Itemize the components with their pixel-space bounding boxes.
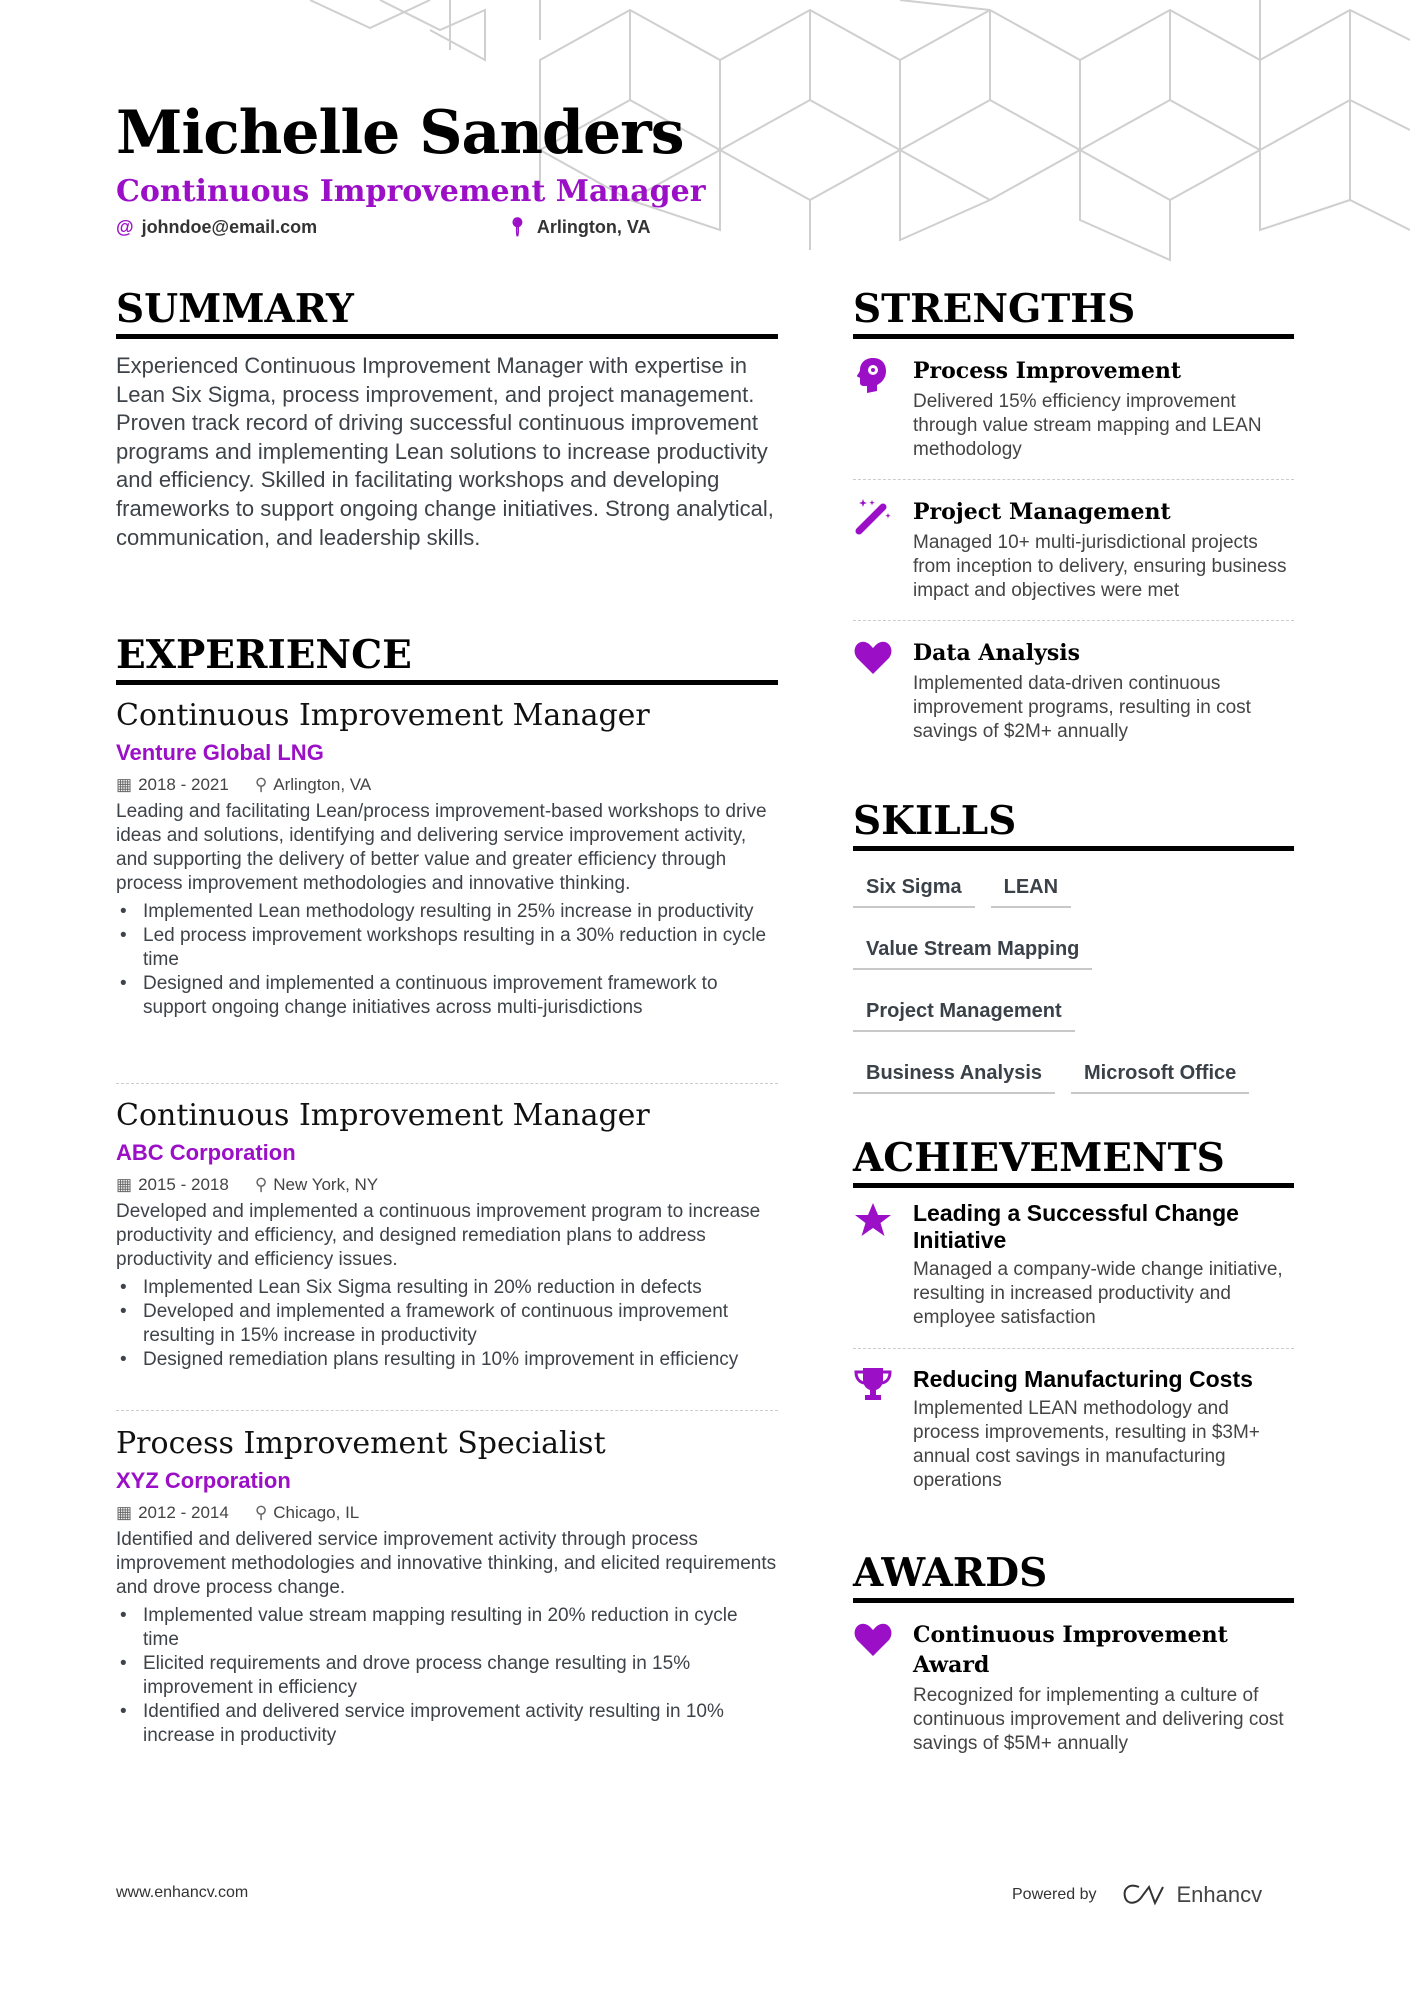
location-pin-icon: 📍︎ [506,217,529,237]
enhancv-logo-icon [1121,1883,1167,1907]
divider [853,479,1294,480]
powered-by [1012,1882,1262,1908]
strength-item [853,356,1294,462]
job-entry [116,696,778,1020]
location-pin-icon: ⚲ [254,775,268,794]
job-location: New York, NY [273,1175,379,1194]
skill-tag: Value Stream Mapping [853,937,1092,970]
awards-heading: AWARDS [853,1550,1294,1603]
strength-title: Process Improvement [913,358,1182,384]
skill-tag: LEAN [991,875,1071,908]
job-description: Identified and delivered service improvement activity through process improvement methodologies and innovative thinking, and elicited requirements and drove process change. [116,1529,777,1598]
job-title: Continuous Improvement Manager [116,1098,650,1133]
heart-icon [853,1620,893,1660]
candidate-name: Michelle Sanders [116,98,684,168]
job-description: Leading and facilitating Lean/process improvement-based workshops to drive ideas and solutions, identifying and delivering service improvement activity, and supporting the delivery of better value and greater efficiency through process improvement methodologies and innovative thinking. [116,801,767,894]
star-icon [853,1200,893,1240]
divider [116,1083,778,1084]
skill-tag: Business Analysis [853,1061,1055,1094]
company-name: Venture Global LNG [116,740,324,765]
achievement-description: Managed a company-wide change initiative, resulting in increased productivity and employee satisfaction [913,1259,1283,1328]
award-description: Recognized for implementing a culture of continuous improvement and delivering cost savings of $5M+ annually [913,1685,1284,1754]
strengths-heading: STRENGTHS [853,286,1294,339]
job-bullet: • Implemented value stream mapping resulting in 20% reduction in cycle time [116,1604,778,1652]
calendar-icon: ▦ [116,1503,133,1522]
job-bullet: • Led process improvement workshops resulting in a 30% reduction in cycle time [116,924,778,972]
skill-tag: Microsoft Office [1071,1061,1249,1094]
summary-text: Experienced Continuous Improvement Manager with expertise in Lean Six Sigma, process improvement, and project management. Proven track record of driving successful continuous improvement programs and implementing Lean solutions to increase productivity and efficiency. Skilled in facilitating workshops and developing frameworks to support ongoing change initiatives. Strong analytical, communication, and leadership skills. [116,353,774,550]
powered-by-label: Powered by [1012,1886,1097,1903]
strength-item [853,638,1294,744]
candidate-title: Continuous Improvement Manager [116,174,706,209]
email-text: johndoe@email.com [141,217,318,237]
divider [853,1348,1294,1349]
calendar-icon: ▦ [116,1175,133,1194]
footer-website[interactable]: www.enhancv.com [116,1884,249,1901]
divider [853,620,1294,621]
job-location: Arlington, VA [273,775,372,794]
achievements-heading: ACHIEVEMENTS [853,1135,1294,1188]
job-title: Process Improvement Specialist [116,1426,606,1461]
award-item [853,1620,1294,1756]
job-bullet: • Developed and implemented a framework of continuous improvement resulting in 15% increase in productivity [116,1300,778,1348]
summary-heading: SUMMARY [116,286,778,339]
skill-tag: Project Management [853,999,1075,1032]
job-bullet: • Designed remediation plans resulting in 10% improvement in efficiency [116,1348,778,1372]
strength-description: Delivered 15% efficiency improvement through value stream mapping and LEAN methodology [913,391,1262,460]
strength-description: Implemented data-driven continuous improvement programs, resulting in cost savings of $2M+ annually [913,673,1251,742]
job-dates: 2018 - 2021 [138,775,229,794]
company-name: ABC Corporation [116,1140,296,1165]
email-contact[interactable] [116,217,317,238]
job-bullet: • Elicited requirements and drove process change resulting in 15% improvement in efficiency [116,1652,778,1700]
experience-heading: EXPERIENCE [116,632,778,685]
magic-wand-icon [853,497,893,537]
achievement-item [853,1366,1294,1493]
at-icon: @ [116,217,134,237]
location-contact [506,217,651,238]
achievement-item [853,1200,1294,1330]
award-title: Continuous Improvement Award [913,1622,1228,1678]
job-dates: 2012 - 2014 [138,1503,229,1522]
job-bullet: • Identified and delivered service improvement activity resulting in 10% increase in productivity [116,1700,778,1748]
divider [116,1410,778,1411]
job-bullet: • Implemented Lean Six Sigma resulting in 20% reduction in defects [116,1276,778,1300]
job-entry [116,1424,778,1748]
strength-description: Managed 10+ multi-jurisdictional projects from inception to delivery, ensuring business impact and objectives were met [913,532,1287,601]
skills-heading: SKILLS [853,798,1294,851]
job-entry [116,1096,778,1372]
strength-title: Project Management [913,499,1171,525]
job-title: Continuous Improvement Manager [116,698,650,733]
job-description: Developed and implemented a continuous improvement program to increase productivity and efficiency, and designed remediation plans to address productivity and efficiency issues. [116,1201,761,1270]
enhancv-brand: Enhancv [1176,1882,1263,1907]
job-bullet: • Implemented Lean methodology resulting in 25% increase in productivity [116,900,778,924]
achievement-title: Leading a Successful Change Initiative [913,1200,1239,1253]
location-text: Arlington, VA [536,217,651,237]
achievement-description: Implemented LEAN methodology and process improvements, resulting in $3M+ annual cost savings in manufacturing operations [913,1398,1260,1491]
job-dates: 2015 - 2018 [138,1175,229,1194]
trophy-icon [853,1366,893,1406]
location-pin-icon: ⚲ [254,1175,268,1194]
location-pin-icon: ⚲ [254,1503,268,1522]
skills-list [853,875,1294,1123]
head-gear-icon [853,356,893,396]
strength-title: Data Analysis [913,640,1080,666]
skill-tag: Six Sigma [853,875,975,908]
calendar-icon: ▦ [116,775,133,794]
company-name: XYZ Corporation [116,1468,291,1493]
heart-icon [853,638,893,678]
job-bullet: • Designed and implemented a continuous improvement framework to support ongoing change initiatives across multi-jurisdictions [116,972,778,1020]
job-location: Chicago, IL [273,1503,360,1522]
strength-item [853,497,1294,603]
achievement-title: Reducing Manufacturing Costs [913,1366,1253,1392]
